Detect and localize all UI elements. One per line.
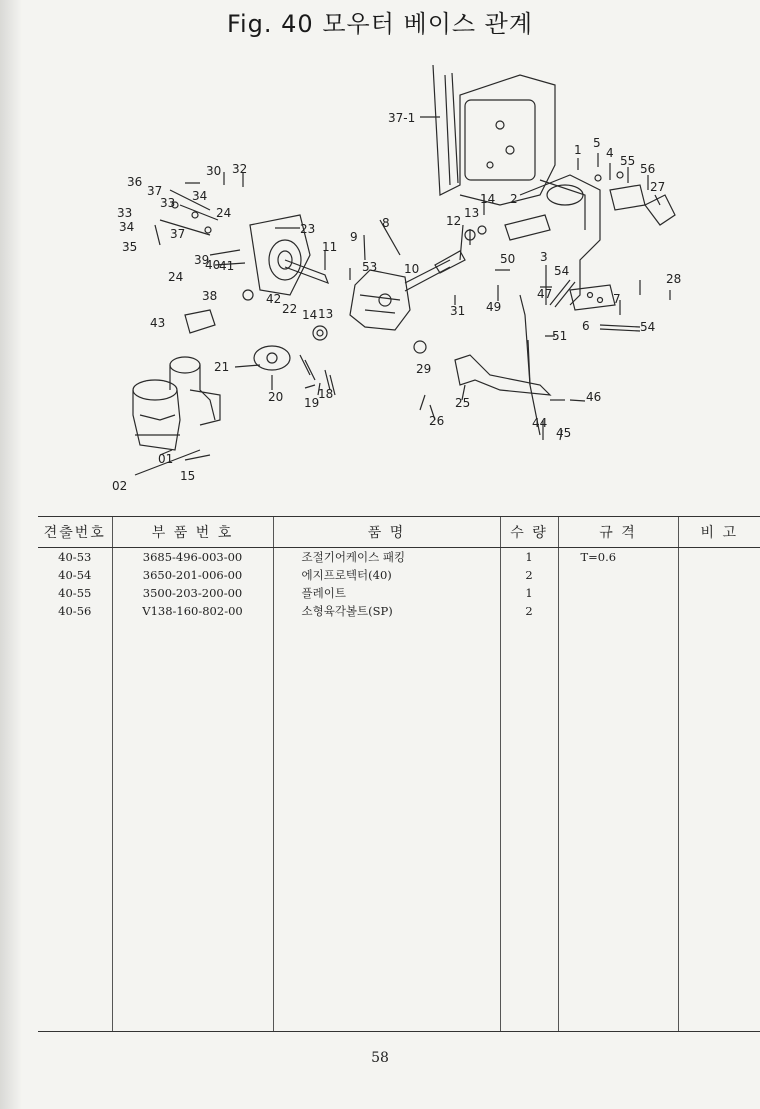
header-index-no: 견출번호 <box>38 517 112 548</box>
row-index-no: 40-55 <box>58 586 92 600</box>
row-spec <box>581 602 674 620</box>
svg-text:37: 37 <box>170 227 186 241</box>
svg-text:4: 4 <box>606 146 614 160</box>
header-quantity: 수 량 <box>500 517 558 548</box>
row-part-name: 플레이트 <box>301 586 346 600</box>
svg-text:43: 43 <box>150 316 166 330</box>
svg-text:41: 41 <box>219 259 235 273</box>
header-spec: 규 격 <box>558 517 678 548</box>
header-part-name: 품 명 <box>273 517 500 548</box>
svg-text:7: 7 <box>613 292 621 306</box>
row-part-no: 3650-201-006-00 <box>142 568 243 582</box>
row-remarks <box>683 566 757 584</box>
svg-text:29: 29 <box>416 362 432 376</box>
svg-text:26: 26 <box>429 414 445 428</box>
svg-text:54: 54 <box>640 320 656 334</box>
row-part-no: 3500-203-200-00 <box>142 586 243 600</box>
row-part-no: 3685-496-003-00 <box>142 550 243 564</box>
row-remarks <box>683 584 757 602</box>
svg-text:24: 24 <box>168 270 184 284</box>
svg-text:27: 27 <box>650 180 666 194</box>
svg-text:01: 01 <box>158 452 174 466</box>
svg-text:10: 10 <box>404 262 420 276</box>
svg-text:14: 14 <box>480 192 496 206</box>
svg-text:53: 53 <box>362 260 378 274</box>
parts-list-table <box>38 516 760 1032</box>
svg-text:46: 46 <box>586 390 602 404</box>
figure-title: Fig. 40 모우터 베이스 관계 <box>226 10 534 38</box>
svg-text:15: 15 <box>180 469 196 483</box>
row-part-name: 소형육각볼트(SP) <box>301 604 393 618</box>
part-no-column <box>112 548 273 1032</box>
row-index-no: 40-54 <box>58 568 92 582</box>
svg-text:50: 50 <box>500 252 516 266</box>
index-no-column <box>38 548 112 1032</box>
svg-text:13: 13 <box>464 206 480 220</box>
svg-text:55: 55 <box>620 154 636 168</box>
table-header-row <box>38 517 760 548</box>
svg-text:2: 2 <box>510 192 518 206</box>
svg-text:31: 31 <box>450 304 466 318</box>
svg-text:37: 37 <box>147 184 163 198</box>
svg-text:20: 20 <box>268 390 284 404</box>
page-shadow-edge <box>0 0 22 1109</box>
svg-text:23: 23 <box>300 222 316 236</box>
svg-text:42: 42 <box>266 292 282 306</box>
svg-text:33: 33 <box>117 206 133 220</box>
svg-text:33: 33 <box>160 196 176 210</box>
svg-text:35: 35 <box>122 240 138 254</box>
svg-text:49: 49 <box>486 300 502 314</box>
svg-text:5: 5 <box>593 136 601 150</box>
svg-text:36: 36 <box>127 175 143 189</box>
svg-text:13: 13 <box>318 307 334 321</box>
svg-text:54: 54 <box>554 264 570 278</box>
svg-text:12: 12 <box>446 214 462 228</box>
svg-text:28: 28 <box>666 272 682 286</box>
row-spec <box>581 566 674 584</box>
quantity-column <box>500 548 558 1032</box>
svg-text:24: 24 <box>216 206 232 220</box>
svg-text:21: 21 <box>214 360 230 374</box>
svg-text:38: 38 <box>202 289 218 303</box>
svg-text:22: 22 <box>282 302 298 316</box>
row-spec: T=0.6 <box>580 550 617 564</box>
header-part-no: 부 품 번 호 <box>112 517 273 548</box>
table-body-row <box>38 548 760 1032</box>
svg-text:32: 32 <box>232 162 248 176</box>
svg-text:51: 51 <box>552 329 568 343</box>
row-part-name: 조절기어케이스 패킹 <box>301 550 406 564</box>
remarks-column <box>678 548 760 1032</box>
row-remarks <box>683 548 757 566</box>
svg-text:47: 47 <box>537 287 553 301</box>
row-quantity: 1 <box>525 586 533 600</box>
svg-text:18: 18 <box>318 387 334 401</box>
svg-text:45: 45 <box>556 426 572 440</box>
page-number: 58 <box>371 1050 389 1066</box>
spec-column <box>558 548 678 1032</box>
part-name-column <box>273 548 500 1032</box>
svg-text:14: 14 <box>302 308 318 322</box>
row-quantity: 2 <box>525 568 533 582</box>
svg-text:44: 44 <box>532 416 548 430</box>
svg-text:9: 9 <box>350 230 358 244</box>
row-part-no: V138-160-802-00 <box>142 604 243 618</box>
svg-text:37-1: 37-1 <box>388 111 416 125</box>
row-quantity: 2 <box>525 604 533 618</box>
svg-text:11: 11 <box>322 240 338 254</box>
header-remarks: 비 고 <box>678 517 760 548</box>
row-index-no: 40-56 <box>58 604 92 618</box>
svg-text:8: 8 <box>382 216 390 230</box>
row-index-no: 40-53 <box>58 550 92 564</box>
svg-text:1: 1 <box>574 143 582 157</box>
svg-text:02: 02 <box>112 479 128 493</box>
exploded-view-drawing <box>100 55 720 505</box>
svg-text:30: 30 <box>206 164 222 178</box>
exploded-parts-diagram <box>100 55 720 505</box>
svg-text:19: 19 <box>304 396 320 410</box>
row-remarks <box>683 602 757 620</box>
row-spec <box>581 584 674 602</box>
svg-text:39: 39 <box>194 253 210 267</box>
svg-text:6: 6 <box>582 319 590 333</box>
svg-text:40: 40 <box>205 258 221 272</box>
svg-text:34: 34 <box>192 189 208 203</box>
svg-text:56: 56 <box>640 162 656 176</box>
svg-text:34: 34 <box>119 220 135 234</box>
row-quantity: 1 <box>525 550 533 564</box>
row-part-name: 에지프로텍터(40) <box>301 568 392 582</box>
svg-text:25: 25 <box>455 396 471 410</box>
diagram-callouts <box>112 111 681 493</box>
svg-text:3: 3 <box>540 250 548 264</box>
